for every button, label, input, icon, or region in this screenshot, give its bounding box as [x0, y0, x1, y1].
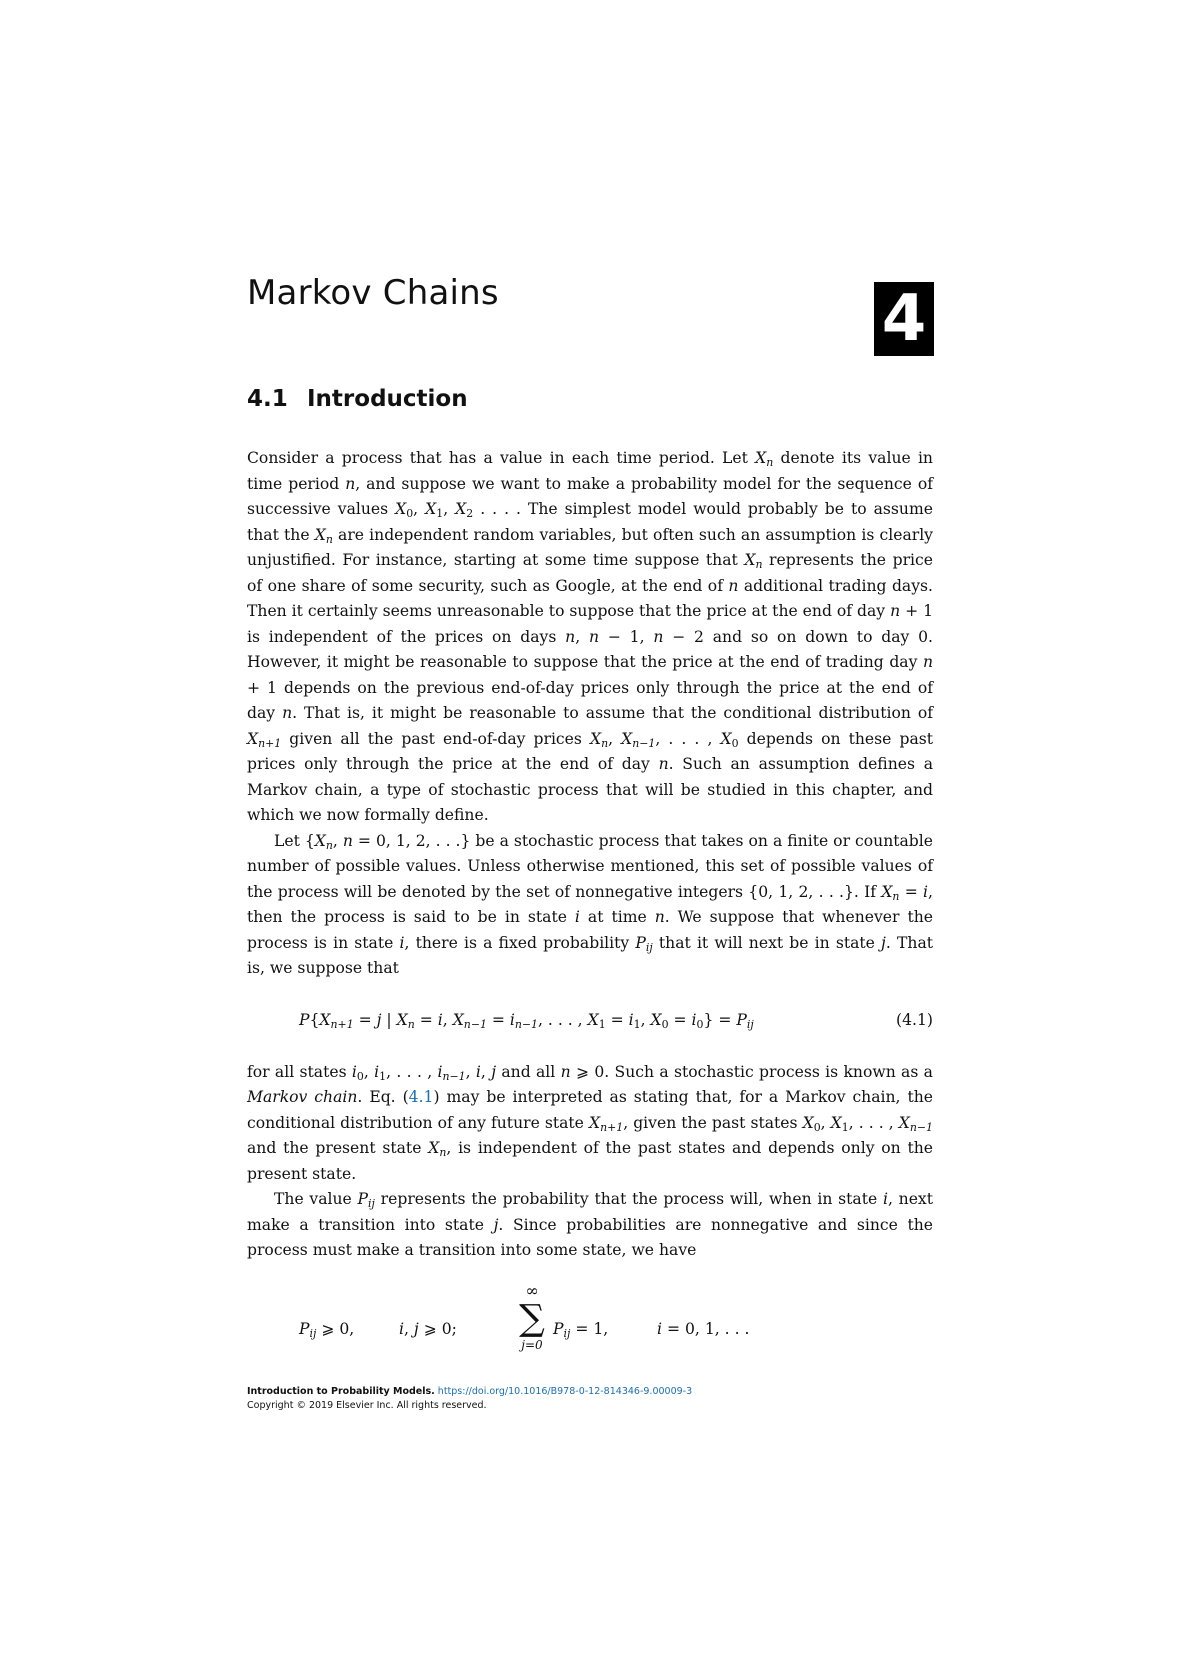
page-footer — [247, 1385, 692, 1413]
chapter-title: Markov Chains — [247, 273, 499, 313]
paragraph-2: Let {$X_n$, n = 0, 1, 2, . . .} be a stochastic process that takes on a finite or countable number of possible values. Unless otherwise mentioned, this set of possible values of the process will be denoted by the set of nonnegative integers {0, 1, 2, . . .}. If $X_n = i$, then the process is said to be in state i at time n. We suppose that whenever the process is in state i, there is a fixed probability $P_{ij}$ that it will next be in state j. That is, we suppose that — [247, 831, 934, 977]
footer-citation — [247, 1385, 692, 1399]
constraint-sum-to-one: $P_{ij} = 1$, — [553, 1319, 609, 1340]
paragraph-3: for all states $i_0$, $i_1$, . . . , $i_{n-1}$, i, j and all n ⩾ 0. Such a stochastic process is known as a Markov chain. Eq. (4.1) may be interpreted as stating that, for a Markov chain, the conditional distribution of any future state $X_{n+1}$, given the past states $X_0$, $X_1$, . . . , $X_{n-1}$ and the present state $X_n$, is independent of the past states and depends only on the present state. — [247, 1062, 934, 1183]
section-number: 4.1 — [247, 386, 288, 412]
doi-link[interactable]: https://doi.org/10.1016/B978-0-12-814346-9.00009-3 — [437, 1386, 693, 1397]
equation-4-1-body: $P\{X_{n+1} = j$ | $X_n = i$, $X_{n-1} = i_{n-1}$, . . . , $X_1 = i_1$, $X_0 = i_0\} = P_{ij}$ — [299, 1010, 754, 1031]
section-title: Introduction — [307, 386, 468, 412]
paragraph-1: Consider a process that has a value in each time period. Let $X_n$ denote its value in time period n, and suppose we want to make a probability model for the sequence of successive values $X_0$, $X_1$, $X_2$ . . . . The simplest model would probably be to assume that the $X_n$ are independent random variables, but often such an assumption is clearly unjustified. For instance, starting at some time suppose that $X_n$ represents the price of one share of some security, such as Google, at the end of n additional trading days. Then it certainly seems unreasonable to suppose that the price at the end of day n + 1 is independent of the prices on days n, n − 1, n − 2 and so on down to day 0. However, it might be reasonable to suppose that the price at the end of trading day n + 1 depends on the previous end-of-day prices only through the price at the end of day n. That is, it might be reasonable to assume that the conditional distribution of $X_{n+1}$ given all the past end-of-day prices $X_n$, $X_{n-1}$, . . . , $X_0$ depends on these past prices only through the price at the end of day n. Such an assumption defines a Markov chain, a type of stochastic process that will be studied in this chapter, and which we now formally define. — [247, 449, 934, 824]
constraint-state-range: i = 0, 1, . . . — [657, 1319, 750, 1338]
constraint-nonnegative: $P_{ij}$ ⩾ 0, — [299, 1319, 355, 1340]
section-heading — [247, 386, 468, 412]
term-markov-chain: Markov chain — [247, 1088, 358, 1106]
equation-4-1 — [247, 982, 933, 1060]
equation-number: (4.1) — [896, 1010, 933, 1029]
book-title: Introduction to Probability Models. — [247, 1386, 435, 1397]
constraint-index-range: i, j ⩾ 0; — [399, 1319, 457, 1338]
copyright-notice: Copyright © 2019 Elsevier Inc. All rights reserved. — [247, 1400, 487, 1411]
paragraph-4: The value $P_{ij}$ represents the probability that the process will, when in state i, next make a transition into state j. Since probabilities are nonnegative and since the process must make a transition into some state, we have — [247, 1190, 933, 1259]
equation-transition-constraints — [247, 1274, 933, 1374]
equation-link[interactable]: 4.1 — [408, 1088, 434, 1106]
chapter-number-badge: 4 — [874, 282, 934, 356]
summation-symbol: ∞ ∑ j=0 — [519, 1280, 545, 1352]
body-text — [247, 446, 933, 1374]
